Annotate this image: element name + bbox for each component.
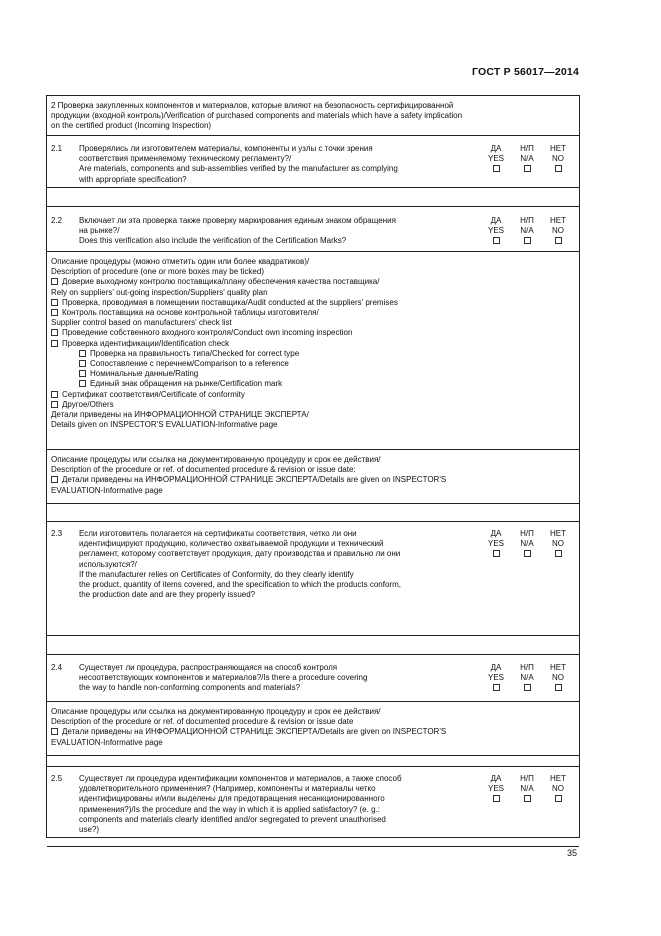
answer-options: ДА YES Н/П N/A НЕТ NO bbox=[483, 144, 571, 172]
documented-procedure-1: Описание процедуры или ссылка на документированную процедуру и срок ее действия/ Description of the procedure or ref. of documented procedure & revision or issue date: Детали приведены на ИНФОРМАЦИОННОЙ СТРАНИЦЕ ЭКСПЕРТА/Details are given on INSPECTOR'S EVALUATION-Informative page bbox=[47, 450, 579, 504]
reference-comparison-checkbox[interactable] bbox=[79, 360, 86, 367]
na-checkbox[interactable] bbox=[524, 165, 531, 172]
yes-checkbox[interactable] bbox=[493, 165, 500, 172]
section-title-row bbox=[47, 96, 579, 136]
empty-row bbox=[47, 188, 579, 207]
na-checkbox[interactable] bbox=[524, 550, 531, 557]
document-number: ГОСТ Р 56017—2014 bbox=[471, 66, 579, 78]
no-checkbox[interactable] bbox=[555, 550, 562, 557]
empty-row bbox=[47, 504, 579, 522]
yes-checkbox[interactable] bbox=[493, 550, 500, 557]
question-number: 2.5 bbox=[51, 774, 63, 783]
question-text: Проверялись ли изготовителем материалы, компоненты и узлы с точки зрения соответствия применяемому техническому регламенту?/ Are materials, components and sub-assemblies verified by the manufacturer as complying with appropriate specification? bbox=[79, 144, 398, 184]
answer-options: ДА YES Н/П N/A НЕТ NO bbox=[483, 774, 571, 802]
question-text: Существует ли процедура, распространяющаяся на способ контроля несоответствующих компонентов и материалов?/Is there a procedure covering the way to handle non-conforming components and materials? bbox=[79, 663, 368, 693]
yes-checkbox[interactable] bbox=[493, 237, 500, 244]
no-checkbox[interactable] bbox=[555, 237, 562, 244]
details-checkbox[interactable] bbox=[51, 728, 58, 735]
question-number: 2.2 bbox=[51, 216, 63, 225]
na-checkbox[interactable] bbox=[524, 237, 531, 244]
page-number: 35 bbox=[566, 848, 577, 858]
yes-checkbox[interactable] bbox=[493, 684, 500, 691]
identification-check-checkbox[interactable] bbox=[51, 340, 58, 347]
certification-mark-checkbox[interactable] bbox=[79, 380, 86, 387]
supplier-control-checkbox[interactable] bbox=[51, 309, 58, 316]
question-row-2-3 bbox=[47, 522, 579, 636]
empty-row bbox=[47, 756, 579, 767]
correct-type-checkbox[interactable] bbox=[79, 350, 86, 357]
no-checkbox[interactable] bbox=[555, 795, 562, 802]
procedure-description: Описание процедуры (можно отметить один или более квадратиков)/ Description of procedure (one or more boxes may be ticked) Доверие выходному контролю поставщика/плану обеспечения качества поставщика/ Rely on suppliers' out-going inspection/Suppliers' quality plan Проверка, проводимая в помещении поставщика/Audit conducted at the suppliers' premises Контроль поставщика на основе контрольной таблицы изготовителя/ Supplier control based on manufacturers' check list Проведение собственного входного контроля/Conduct own incoming inspection Проверка идентификации/Identification check Проверка на правильность типа/Checked for correct type Сопоставление с перечнем/Comparison to a reference Номинальные данные/Rating Единый знак обращения на рынке/Certification mark Сертификат соответствия/Certificate of conformity Другое/Others Детали приведены на ИНФОРМАЦИОННОЙ СТРАНИЦЕ ЭКСПЕРТА/ Details given on INSPECTOR'S EVALUATION-Informative page bbox=[47, 252, 579, 450]
empty-row bbox=[47, 636, 579, 655]
question-number: 2.4 bbox=[51, 663, 63, 672]
question-text: Если изготовитель полагается на сертификаты соответствия, четко ли они идентифицируют продукцию, количество охватываемой продукции и технический регламент, которому соответствует продукция, дату производства и правильно ли они используются?/ If the manufacturer relies on Certificates of Conformity, do they clearly identify the product, quantity of items covered, and the specification to which the products conform, the production date and are they properly issued? bbox=[79, 529, 401, 600]
answer-options: ДА YES Н/П N/A НЕТ NO bbox=[483, 216, 571, 244]
no-checkbox[interactable] bbox=[555, 165, 562, 172]
na-checkbox[interactable] bbox=[524, 684, 531, 691]
supplier-inspection-checkbox[interactable] bbox=[51, 278, 58, 285]
yes-checkbox[interactable] bbox=[493, 795, 500, 802]
others-checkbox[interactable] bbox=[51, 401, 58, 408]
question-number: 2.3 bbox=[51, 529, 63, 538]
documented-procedure-2: Описание процедуры или ссылка на документированную процедуру и срок ее действия/ Description of the procedure or ref. of documented procedure & revision or issue date Детали приведены на ИНФОРМАЦИОННОЙ СТРАНИЦЕ ЭКСПЕРТА/Details are given on INSPECTOR'S EVALUATION-Informative page bbox=[47, 702, 579, 756]
rating-checkbox[interactable] bbox=[79, 370, 86, 377]
audit-checkbox[interactable] bbox=[51, 299, 58, 306]
na-checkbox[interactable] bbox=[524, 795, 531, 802]
details-checkbox[interactable] bbox=[51, 476, 58, 483]
checklist-table bbox=[46, 95, 580, 838]
own-inspection-checkbox[interactable] bbox=[51, 329, 58, 336]
question-text: Существует ли процедура идентификации компонентов и материалов, а также способ удовлетворительного применения? (Например, компоненты и материалы четко идентифицированы и/или выделены для предотвращения несанкционированного применения?)/Is the procedure and the way in which it is applied satisfactory? (e. g.: components and materials clearly identified and/or segregated to prevent unauthorised use?) bbox=[79, 774, 402, 835]
section-title: 2 Проверка закупленных компонентов и материалов, которые влияют на безопасность сертифицированной продукции (входной контроль)/Verification of purchased components and materials which have a safety implication on the certified product (Incoming Inspection) bbox=[51, 101, 463, 131]
question-row-2-5 bbox=[47, 767, 579, 847]
certificate-checkbox[interactable] bbox=[51, 391, 58, 398]
answer-options: ДА YES Н/П N/A НЕТ NO bbox=[483, 663, 571, 691]
question-text: Включает ли эта проверка также проверку маркирования единым знаком обращения на рынке?/ Does this verification also include the verification of the Certification Marks? bbox=[79, 216, 396, 246]
question-row-2-4 bbox=[47, 655, 579, 702]
no-checkbox[interactable] bbox=[555, 684, 562, 691]
question-row-2-1 bbox=[47, 136, 579, 188]
question-number: 2.1 bbox=[51, 144, 63, 153]
question-row-2-2 bbox=[47, 207, 579, 252]
answer-options: ДА YES Н/П N/A НЕТ NO bbox=[483, 529, 571, 557]
